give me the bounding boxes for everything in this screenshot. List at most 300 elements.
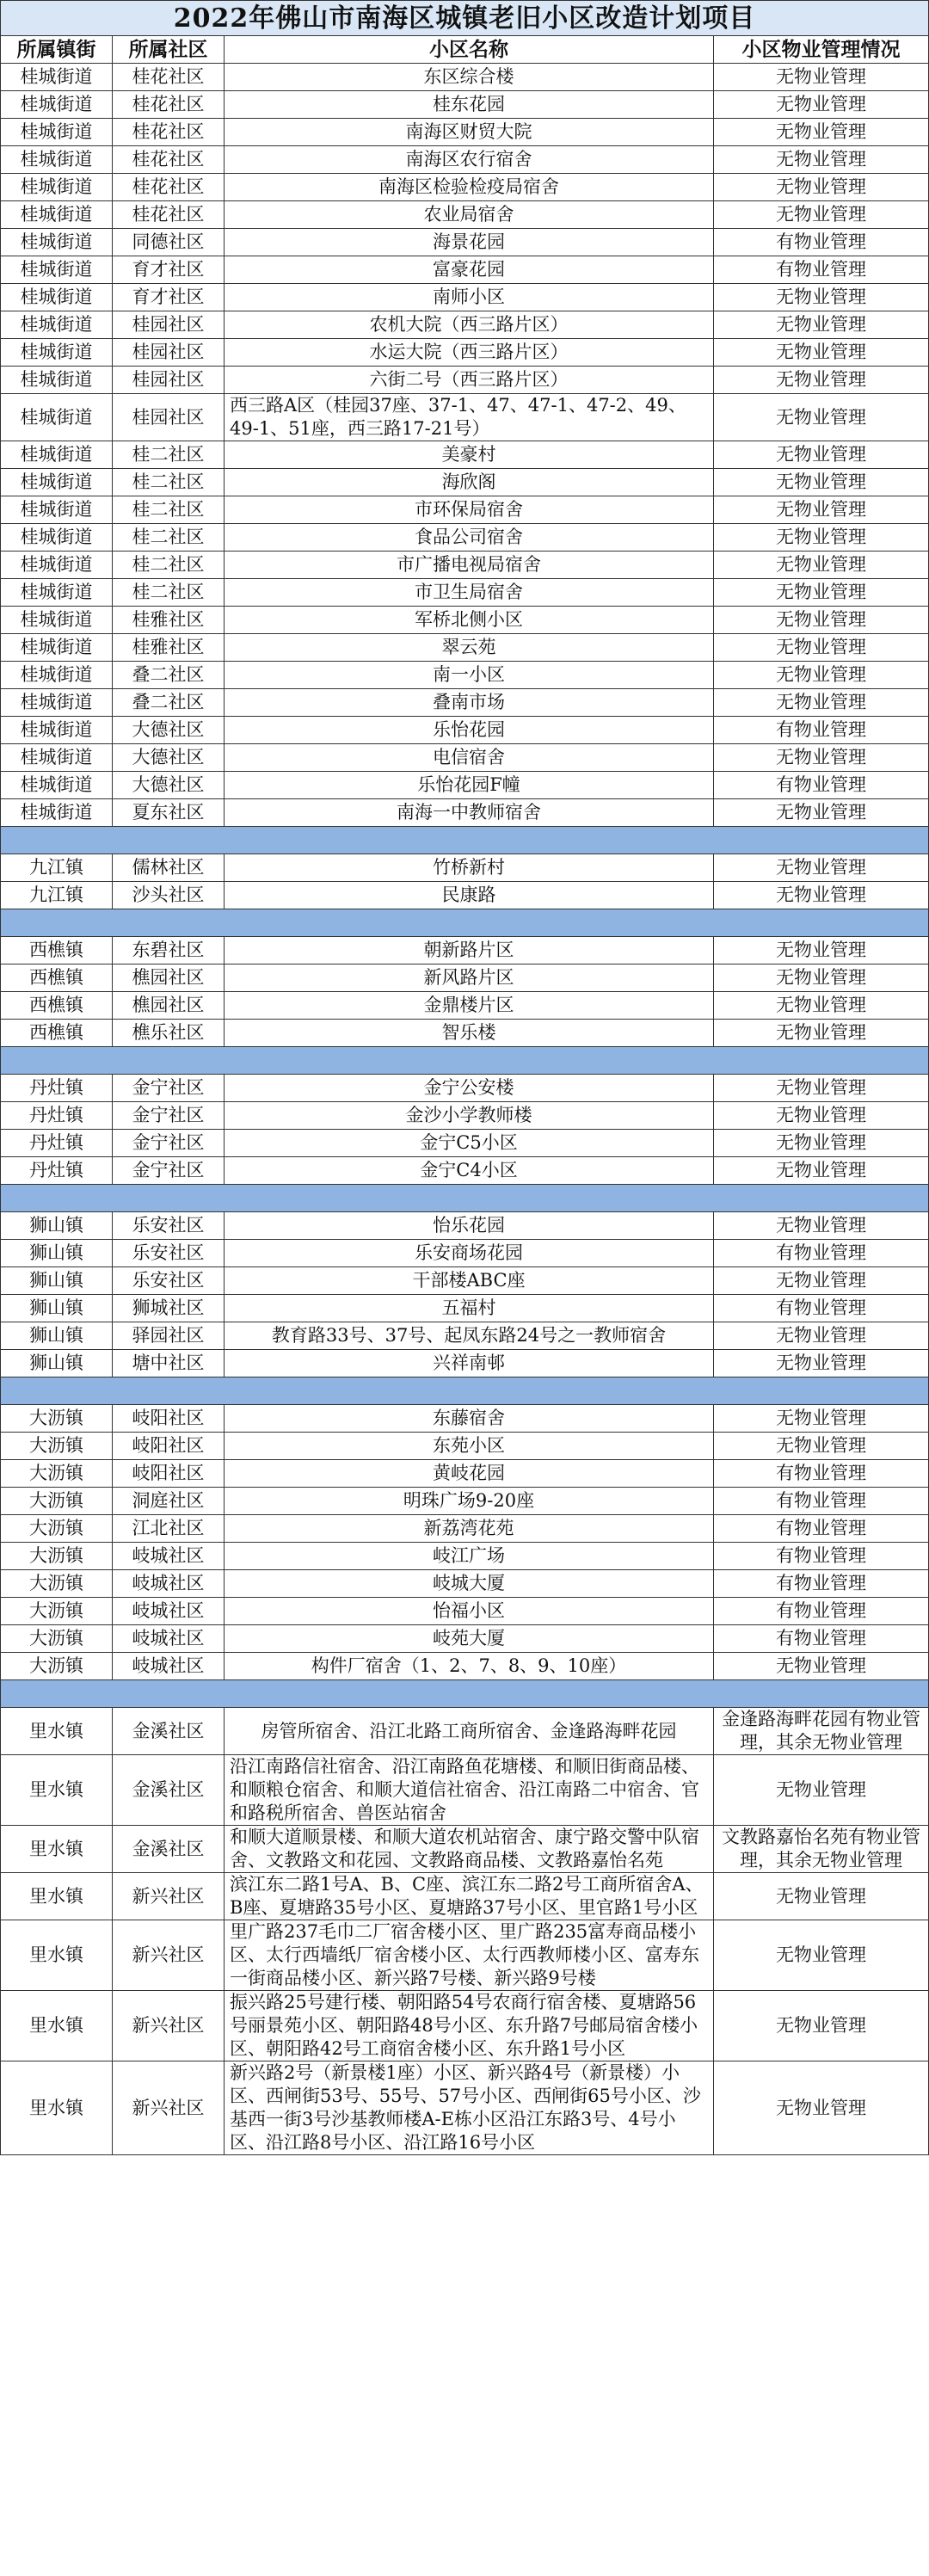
cell-estate-name: 东区综合楼 xyxy=(225,64,714,91)
cell-town: 桂城街道 xyxy=(1,201,113,229)
cell-property-status: 无物业管理 xyxy=(714,1102,929,1130)
table-row xyxy=(1,552,929,579)
table-row xyxy=(1,441,929,469)
cell-estate-name: 南海一中教师宿舍 xyxy=(225,799,714,827)
cell-town: 狮山镇 xyxy=(1,1322,113,1350)
cell-property-status: 无物业管理 xyxy=(714,146,929,174)
table-row xyxy=(1,64,929,91)
table-row xyxy=(1,1460,929,1488)
cell-town: 狮山镇 xyxy=(1,1350,113,1377)
cell-town: 狮山镇 xyxy=(1,1267,113,1295)
cell-property-status: 无物业管理 xyxy=(714,339,929,367)
cell-property-status: 无物业管理 xyxy=(714,552,929,579)
header-estate-name: 小区名称 xyxy=(225,36,714,64)
cell-town: 桂城街道 xyxy=(1,579,113,607)
cell-community: 桂二社区 xyxy=(113,524,225,552)
cell-town: 里水镇 xyxy=(1,1873,113,1920)
cell-property-status: 有物业管理 xyxy=(714,1460,929,1488)
cell-property-status: 无物业管理 xyxy=(714,634,929,662)
cell-community: 新兴社区 xyxy=(113,1920,225,1991)
cell-community: 育才社区 xyxy=(113,256,225,284)
cell-town: 狮山镇 xyxy=(1,1295,113,1322)
cell-property-status: 无物业管理 xyxy=(714,937,929,964)
cell-community: 樵乐社区 xyxy=(113,1020,225,1047)
cell-property-status: 金逢路海畔花园有物业管理，其余无物业管理 xyxy=(714,1708,929,1755)
cell-community: 乐安社区 xyxy=(113,1267,225,1295)
cell-property-status: 无物业管理 xyxy=(714,662,929,689)
cell-community: 岐城社区 xyxy=(113,1543,225,1570)
cell-property-status: 无物业管理 xyxy=(714,367,929,394)
group-separator xyxy=(1,1680,929,1708)
table-row xyxy=(1,1708,929,1755)
cell-property-status: 无物业管理 xyxy=(714,201,929,229)
table-row xyxy=(1,174,929,201)
cell-community: 岐阳社区 xyxy=(113,1460,225,1488)
table-row xyxy=(1,717,929,744)
cell-property-status: 无物业管理 xyxy=(714,689,929,717)
cell-property-status: 有物业管理 xyxy=(714,1598,929,1625)
cell-community: 桂雅社区 xyxy=(113,634,225,662)
cell-property-status: 无物业管理 xyxy=(714,119,929,146)
cell-community: 东碧社区 xyxy=(113,937,225,964)
cell-estate-name: 东苑小区 xyxy=(225,1433,714,1460)
cell-community: 狮城社区 xyxy=(113,1295,225,1322)
cell-estate-name: 市卫生局宿舍 xyxy=(225,579,714,607)
cell-property-status: 无物业管理 xyxy=(714,1755,929,1826)
table-row xyxy=(1,1212,929,1240)
table-row xyxy=(1,689,929,717)
cell-property-status: 无物业管理 xyxy=(714,1130,929,1157)
cell-property-status: 无物业管理 xyxy=(714,579,929,607)
cell-estate-name: 兴祥南邨 xyxy=(225,1350,714,1377)
cell-town: 桂城街道 xyxy=(1,91,113,119)
header-community: 所属社区 xyxy=(113,36,225,64)
table-row xyxy=(1,772,929,799)
table-row xyxy=(1,992,929,1020)
table-row xyxy=(1,91,929,119)
cell-property-status: 有物业管理 xyxy=(714,772,929,799)
table-row xyxy=(1,1515,929,1543)
cell-estate-name: 南海区农行宿舍 xyxy=(225,146,714,174)
cell-community: 桂花社区 xyxy=(113,146,225,174)
cell-estate-name: 南海区财贸大院 xyxy=(225,119,714,146)
table-row xyxy=(1,964,929,992)
cell-estate-name: 怡福小区 xyxy=(225,1598,714,1625)
header-town: 所属镇街 xyxy=(1,36,113,64)
table-row xyxy=(1,1240,929,1267)
group-separator xyxy=(1,909,929,937)
table-row xyxy=(1,1130,929,1157)
cell-town: 桂城街道 xyxy=(1,799,113,827)
cell-estate-name: 金鼎楼片区 xyxy=(225,992,714,1020)
table-row xyxy=(1,1570,929,1598)
cell-property-status: 有物业管理 xyxy=(714,717,929,744)
cell-town: 桂城街道 xyxy=(1,256,113,284)
cell-property-status: 无物业管理 xyxy=(714,64,929,91)
table-row xyxy=(1,1488,929,1515)
cell-town: 丹灶镇 xyxy=(1,1102,113,1130)
cell-property-status: 有物业管理 xyxy=(714,1240,929,1267)
cell-property-status: 无物业管理 xyxy=(714,1267,929,1295)
cell-town: 里水镇 xyxy=(1,2061,113,2155)
table-row xyxy=(1,394,929,441)
table-row xyxy=(1,1598,929,1625)
cell-town: 桂城街道 xyxy=(1,311,113,339)
cell-property-status: 无物业管理 xyxy=(714,1322,929,1350)
cell-estate-name: 金宁C4小区 xyxy=(225,1157,714,1185)
cell-community: 樵园社区 xyxy=(113,992,225,1020)
cell-community: 大德社区 xyxy=(113,744,225,772)
cell-town: 桂城街道 xyxy=(1,662,113,689)
cell-property-status: 无物业管理 xyxy=(714,441,929,469)
group-separator-row xyxy=(1,1680,929,1708)
cell-community: 大德社区 xyxy=(113,772,225,799)
cell-property-status: 有物业管理 xyxy=(714,1625,929,1653)
cell-property-status: 无物业管理 xyxy=(714,524,929,552)
cell-town: 大沥镇 xyxy=(1,1570,113,1598)
cell-community: 同德社区 xyxy=(113,229,225,256)
cell-estate-name: 桂东花园 xyxy=(225,91,714,119)
table-row xyxy=(1,524,929,552)
cell-property-status: 无物业管理 xyxy=(714,394,929,441)
cell-community: 新兴社区 xyxy=(113,1873,225,1920)
table-row xyxy=(1,1653,929,1680)
table-row xyxy=(1,367,929,394)
cell-town: 桂城街道 xyxy=(1,119,113,146)
cell-estate-name: 和顺大道顺景楼、和顺大道农机站宿舍、康宁路交警中队宿舍、文教路文和花园、文教路商品楼、文教路嘉怡名苑 xyxy=(225,1826,714,1873)
cell-property-status: 有物业管理 xyxy=(714,1515,929,1543)
cell-town: 桂城街道 xyxy=(1,689,113,717)
cell-community: 桂园社区 xyxy=(113,367,225,394)
table-row xyxy=(1,1075,929,1102)
cell-town: 里水镇 xyxy=(1,1755,113,1826)
cell-town: 大沥镇 xyxy=(1,1625,113,1653)
table-row xyxy=(1,2061,929,2155)
cell-property-status: 有物业管理 xyxy=(714,256,929,284)
cell-estate-name: 南一小区 xyxy=(225,662,714,689)
cell-community: 桂园社区 xyxy=(113,339,225,367)
cell-community: 金溪社区 xyxy=(113,1708,225,1755)
cell-town: 狮山镇 xyxy=(1,1240,113,1267)
cell-town: 桂城街道 xyxy=(1,367,113,394)
cell-town: 丹灶镇 xyxy=(1,1130,113,1157)
group-separator xyxy=(1,1047,929,1075)
cell-community: 岐城社区 xyxy=(113,1625,225,1653)
table-row xyxy=(1,1920,929,1991)
table-row xyxy=(1,311,929,339)
cell-estate-name: 黄岐花园 xyxy=(225,1460,714,1488)
cell-town: 桂城街道 xyxy=(1,607,113,634)
table-row xyxy=(1,229,929,256)
cell-community: 金宁社区 xyxy=(113,1075,225,1102)
cell-estate-name: 乐安商场花园 xyxy=(225,1240,714,1267)
cell-property-status: 无物业管理 xyxy=(714,854,929,882)
cell-town: 桂城街道 xyxy=(1,634,113,662)
cell-estate-name: 西三路A区（桂园37座、37-1、47、47-1、47-2、49、49-1、51座，西三路17-21号） xyxy=(225,394,714,441)
cell-town: 丹灶镇 xyxy=(1,1157,113,1185)
cell-estate-name: 竹桥新村 xyxy=(225,854,714,882)
table-row xyxy=(1,1755,929,1826)
cell-community: 沙头社区 xyxy=(113,882,225,909)
group-separator-row xyxy=(1,909,929,937)
cell-estate-name: 水运大院（西三路片区） xyxy=(225,339,714,367)
table-row xyxy=(1,1826,929,1873)
cell-estate-name: 房管所宿舍、沿江北路工商所宿舍、金逢路海畔花园 xyxy=(225,1708,714,1755)
group-separator xyxy=(1,1377,929,1405)
cell-estate-name: 明珠广场9-20座 xyxy=(225,1488,714,1515)
cell-estate-name: 美豪村 xyxy=(225,441,714,469)
cell-property-status: 无物业管理 xyxy=(714,174,929,201)
cell-town: 桂城街道 xyxy=(1,552,113,579)
cell-estate-name: 朝新路片区 xyxy=(225,937,714,964)
cell-town: 桂城街道 xyxy=(1,64,113,91)
cell-community: 驿园社区 xyxy=(113,1322,225,1350)
cell-estate-name: 海欣阁 xyxy=(225,469,714,496)
cell-town: 桂城街道 xyxy=(1,441,113,469)
table-row xyxy=(1,1295,929,1322)
cell-community: 夏东社区 xyxy=(113,799,225,827)
cell-town: 桂城街道 xyxy=(1,744,113,772)
cell-estate-name: 教育路33号、37号、起凤东路24号之一教师宿舍 xyxy=(225,1322,714,1350)
cell-estate-name: 干部楼ABC座 xyxy=(225,1267,714,1295)
cell-town: 九江镇 xyxy=(1,854,113,882)
cell-community: 金宁社区 xyxy=(113,1102,225,1130)
cell-town: 桂城街道 xyxy=(1,394,113,441)
cell-estate-name: 海景花园 xyxy=(225,229,714,256)
table-row xyxy=(1,579,929,607)
cell-estate-name: 里广路237毛巾二厂宿舍楼小区、里广路235富寿商品楼小区、太行西墙纸厂宿舍楼小区、太行西教师楼小区、富寿东一街商品楼小区、新兴路7号楼、新兴路9号楼 xyxy=(225,1920,714,1991)
cell-community: 桂花社区 xyxy=(113,91,225,119)
cell-community: 乐安社区 xyxy=(113,1240,225,1267)
cell-estate-name: 沿江南路信社宿舍、沿江南路鱼花塘楼、和顺旧街商品楼、和顺粮仓宿舍、和顺大道信社宿舍、沿江南路二中宿舍、官和路税所宿舍、兽医站宿舍 xyxy=(225,1755,714,1826)
group-separator-row xyxy=(1,1047,929,1075)
cell-town: 大沥镇 xyxy=(1,1488,113,1515)
cell-estate-name: 电信宿舍 xyxy=(225,744,714,772)
cell-community: 桂花社区 xyxy=(113,119,225,146)
table-row xyxy=(1,119,929,146)
cell-estate-name: 军桥北侧小区 xyxy=(225,607,714,634)
table-row xyxy=(1,1267,929,1295)
cell-community: 岐阳社区 xyxy=(113,1433,225,1460)
cell-community: 儒林社区 xyxy=(113,854,225,882)
cell-property-status: 无物业管理 xyxy=(714,1920,929,1991)
cell-property-status: 无物业管理 xyxy=(714,1405,929,1433)
cell-property-status: 无物业管理 xyxy=(714,1212,929,1240)
cell-estate-name: 市广播电视局宿舍 xyxy=(225,552,714,579)
group-separator-row xyxy=(1,827,929,854)
cell-community: 岐城社区 xyxy=(113,1598,225,1625)
cell-community: 金宁社区 xyxy=(113,1130,225,1157)
cell-town: 西樵镇 xyxy=(1,1020,113,1047)
cell-town: 九江镇 xyxy=(1,882,113,909)
cell-estate-name: 金宁公安楼 xyxy=(225,1075,714,1102)
table-row xyxy=(1,284,929,311)
header-row xyxy=(1,36,929,64)
cell-property-status: 无物业管理 xyxy=(714,1350,929,1377)
table-row xyxy=(1,1991,929,2061)
cell-town: 桂城街道 xyxy=(1,469,113,496)
cell-community: 洞庭社区 xyxy=(113,1488,225,1515)
cell-estate-name: 农业局宿舍 xyxy=(225,201,714,229)
cell-town: 里水镇 xyxy=(1,1708,113,1755)
cell-town: 大沥镇 xyxy=(1,1543,113,1570)
cell-property-status: 无物业管理 xyxy=(714,992,929,1020)
cell-community: 桂花社区 xyxy=(113,64,225,91)
cell-community: 桂园社区 xyxy=(113,311,225,339)
table-row xyxy=(1,1543,929,1570)
table-row xyxy=(1,854,929,882)
cell-property-status: 无物业管理 xyxy=(714,1433,929,1460)
table-row xyxy=(1,496,929,524)
cell-estate-name: 富豪花园 xyxy=(225,256,714,284)
table-row xyxy=(1,1405,929,1433)
cell-town: 桂城街道 xyxy=(1,229,113,256)
cell-property-status: 无物业管理 xyxy=(714,1873,929,1920)
cell-town: 大沥镇 xyxy=(1,1515,113,1543)
cell-community: 岐城社区 xyxy=(113,1570,225,1598)
table-row xyxy=(1,882,929,909)
cell-estate-name: 农机大院（西三路片区） xyxy=(225,311,714,339)
cell-community: 金溪社区 xyxy=(113,1755,225,1826)
cell-estate-name: 滨江东二路1号A、B、C座、滨江东二路2号工商所宿舍A、B座、夏塘路35号小区、夏塘路37号小区、里官路1号小区 xyxy=(225,1873,714,1920)
cell-town: 大沥镇 xyxy=(1,1405,113,1433)
cell-town: 西樵镇 xyxy=(1,992,113,1020)
cell-property-status: 无物业管理 xyxy=(714,744,929,772)
table-row xyxy=(1,607,929,634)
cell-estate-name: 金沙小学教师楼 xyxy=(225,1102,714,1130)
cell-town: 里水镇 xyxy=(1,1920,113,1991)
header-property-status: 小区物业管理情况 xyxy=(714,36,929,64)
cell-property-status: 无物业管理 xyxy=(714,1075,929,1102)
cell-community: 岐城社区 xyxy=(113,1653,225,1680)
table-row xyxy=(1,634,929,662)
cell-estate-name: 振兴路25号建行楼、朝阳路54号农商行宿舍楼、夏塘路56号丽景苑小区、朝阳路48号小区、东升路7号邮局宿舍楼小区、朝阳路42号工商宿舍楼小区、东升路1号小区 xyxy=(225,1991,714,2061)
table-title: 2022年佛山市南海区城镇老旧小区改造计划项目 xyxy=(1,1,929,36)
cell-community: 新兴社区 xyxy=(113,1991,225,2061)
cell-community: 桂雅社区 xyxy=(113,607,225,634)
table-row xyxy=(1,799,929,827)
cell-community: 桂二社区 xyxy=(113,441,225,469)
cell-property-status: 无物业管理 xyxy=(714,1157,929,1185)
table-row xyxy=(1,339,929,367)
cell-community: 育才社区 xyxy=(113,284,225,311)
cell-community: 乐安社区 xyxy=(113,1212,225,1240)
cell-town: 桂城街道 xyxy=(1,772,113,799)
cell-town: 大沥镇 xyxy=(1,1460,113,1488)
cell-property-status: 无物业管理 xyxy=(714,964,929,992)
cell-town: 大沥镇 xyxy=(1,1598,113,1625)
table-row xyxy=(1,744,929,772)
cell-property-status: 有物业管理 xyxy=(714,1488,929,1515)
cell-estate-name: 金宁C5小区 xyxy=(225,1130,714,1157)
cell-town: 大沥镇 xyxy=(1,1653,113,1680)
cell-town: 桂城街道 xyxy=(1,339,113,367)
cell-town: 里水镇 xyxy=(1,1991,113,2061)
table-row xyxy=(1,1433,929,1460)
cell-property-status: 无物业管理 xyxy=(714,1653,929,1680)
cell-estate-name: 怡乐花园 xyxy=(225,1212,714,1240)
cell-property-status: 有物业管理 xyxy=(714,229,929,256)
cell-town: 桂城街道 xyxy=(1,717,113,744)
cell-property-status: 有物业管理 xyxy=(714,1295,929,1322)
cell-estate-name: 市环保局宿舍 xyxy=(225,496,714,524)
table-title-row xyxy=(1,1,929,36)
cell-estate-name: 岐城大厦 xyxy=(225,1570,714,1598)
cell-town: 西樵镇 xyxy=(1,937,113,964)
cell-estate-name: 智乐楼 xyxy=(225,1020,714,1047)
cell-property-status: 无物业管理 xyxy=(714,2061,929,2155)
cell-estate-name: 构件厂宿舍（1、2、7、8、9、10座） xyxy=(225,1653,714,1680)
cell-estate-name: 新荔湾花苑 xyxy=(225,1515,714,1543)
cell-property-status: 有物业管理 xyxy=(714,1543,929,1570)
cell-estate-name: 五福村 xyxy=(225,1295,714,1322)
cell-property-status: 有物业管理 xyxy=(714,1570,929,1598)
cell-community: 金溪社区 xyxy=(113,1826,225,1873)
cell-estate-name: 翠云苑 xyxy=(225,634,714,662)
cell-estate-name: 岐江广场 xyxy=(225,1543,714,1570)
table-row xyxy=(1,1020,929,1047)
cell-community: 桂二社区 xyxy=(113,552,225,579)
cell-estate-name: 乐怡花园F幢 xyxy=(225,772,714,799)
cell-estate-name: 食品公司宿舍 xyxy=(225,524,714,552)
cell-town: 丹灶镇 xyxy=(1,1075,113,1102)
table-row xyxy=(1,1322,929,1350)
group-separator xyxy=(1,1185,929,1212)
cell-community: 大德社区 xyxy=(113,717,225,744)
cell-property-status: 无物业管理 xyxy=(714,311,929,339)
cell-community: 桂二社区 xyxy=(113,496,225,524)
cell-community: 塘中社区 xyxy=(113,1350,225,1377)
cell-estate-name: 新兴路2号（新景楼1座）小区、新兴路4号（新景楼）小区、西闸街53号、55号、57号小区、西闸街65号小区、沙基西一街3号沙基教师楼A-E栋小区沿江东路3号、4号小区、沿江路8号小区、沿江路16号小区 xyxy=(225,2061,714,2155)
cell-town: 桂城街道 xyxy=(1,496,113,524)
cell-community: 樵园社区 xyxy=(113,964,225,992)
cell-estate-name: 民康路 xyxy=(225,882,714,909)
cell-community: 岐阳社区 xyxy=(113,1405,225,1433)
cell-town: 桂城街道 xyxy=(1,174,113,201)
table-row xyxy=(1,937,929,964)
cell-community: 叠二社区 xyxy=(113,689,225,717)
cell-estate-name: 新风路片区 xyxy=(225,964,714,992)
table-row xyxy=(1,201,929,229)
cell-estate-name: 岐苑大厦 xyxy=(225,1625,714,1653)
cell-property-status: 无物业管理 xyxy=(714,284,929,311)
cell-property-status: 无物业管理 xyxy=(714,1020,929,1047)
cell-estate-name: 乐怡花园 xyxy=(225,717,714,744)
cell-property-status: 无物业管理 xyxy=(714,91,929,119)
cell-town: 桂城街道 xyxy=(1,146,113,174)
table-row xyxy=(1,146,929,174)
cell-community: 江北社区 xyxy=(113,1515,225,1543)
cell-town: 西樵镇 xyxy=(1,964,113,992)
cell-community: 桂二社区 xyxy=(113,469,225,496)
cell-property-status: 无物业管理 xyxy=(714,607,929,634)
cell-property-status: 文教路嘉怡名苑有物业管理，其余无物业管理 xyxy=(714,1826,929,1873)
cell-property-status: 无物业管理 xyxy=(714,469,929,496)
table-row xyxy=(1,1873,929,1920)
cell-town: 里水镇 xyxy=(1,1826,113,1873)
cell-community: 叠二社区 xyxy=(113,662,225,689)
cell-community: 金宁社区 xyxy=(113,1157,225,1185)
table-row xyxy=(1,469,929,496)
table-row xyxy=(1,1350,929,1377)
group-separator-row xyxy=(1,1377,929,1405)
table-row xyxy=(1,256,929,284)
cell-community: 新兴社区 xyxy=(113,2061,225,2155)
table-row xyxy=(1,1102,929,1130)
cell-estate-name: 六街二号（西三路片区） xyxy=(225,367,714,394)
table-row xyxy=(1,1625,929,1653)
cell-property-status: 无物业管理 xyxy=(714,799,929,827)
